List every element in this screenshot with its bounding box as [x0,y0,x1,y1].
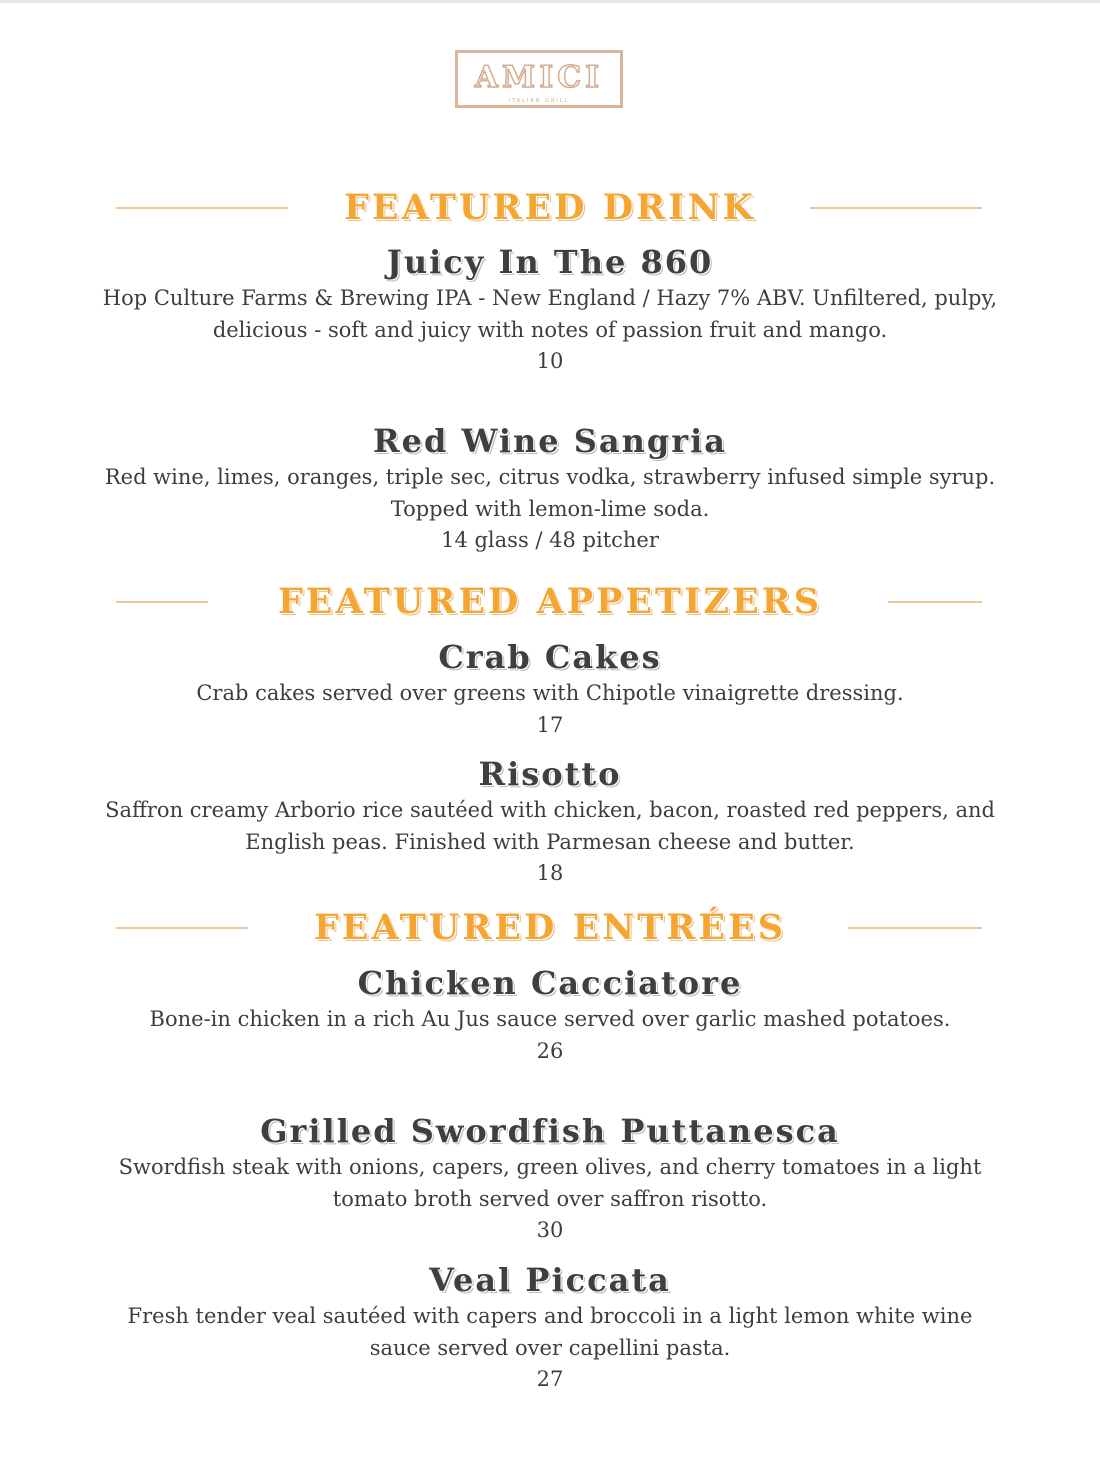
menu-item-name: Risotto [478,755,622,793]
menu-item-price: 14 glass / 48 pitcher [441,528,659,552]
menu-item-name: Red Wine Sangria [373,422,727,460]
menu-item-name: Grilled Swordfish Puttanesca [260,1112,840,1150]
menu-item-price: 17 [536,712,564,737]
menu-item-grilled-swordfish-puttanesca [100,1113,1000,1247]
menu-item-description: Crab cakes served over greens with Chipotle vinaigrette dressing. [196,681,904,705]
menu-item-description: Fresh tender veal sautéed with capers and broccoli in a light lemon white wine sauce served over capellini pasta. [127,1304,973,1360]
section-title: FEATURED DRINK [344,187,756,228]
menu-item-price: 10 [536,349,564,373]
restaurant-logo [455,50,623,108]
menu-item-name: Veal Piccata [429,1261,671,1299]
menu-item-description: Hop Culture Farms & Brewing IPA - New England / Hazy 7% ABV. Unfiltered, pulpy, delicious - soft and juicy with notes of passion fruit and mango. [102,286,998,342]
menu-item-name: Chicken Cacciatore [357,964,743,1002]
menu-item-description: Swordfish steak with onions, capers, green olives, and cherry tomatoes in a light tomato broth served over saffron risotto. [118,1155,982,1211]
menu-item-price: 27 [536,1367,564,1391]
section-header-entrees [0,906,1100,950]
menu-item-description: Red wine, limes, oranges, triple sec, citrus vodka, strawberry infused simple syrup. Topped with lemon-lime soda. [104,465,996,521]
menu-item-description: Saffron creamy Arborio rice sautéed with chicken, bacon, roasted red peppers, and English peas. Finished with Parmesan cheese and butter. [105,798,995,854]
menu-item-price: 18 [536,861,564,885]
menu-item-red-wine-sangria [100,423,1000,557]
section-title: FEATURED ENTRÉES [313,907,787,948]
menu-item-price: 26 [536,1038,564,1063]
section-header-appetizers [0,580,1100,624]
section-rule-right [810,207,982,209]
logo-wordmark: AMICI [474,60,604,95]
top-edge-divider [0,0,1100,3]
menu-item-veal-piccata [100,1262,1000,1396]
section-header-drink [0,186,1100,230]
menu-item-price: 30 [536,1218,564,1242]
section-title: FEATURED APPETIZERS [277,581,823,622]
menu-item-risotto [100,756,1000,890]
menu-item-chicken-cacciatore [100,965,1000,1067]
menu-item-juicy-in-the-860 [100,244,1000,378]
logo-tagline: ITALIAN GRILL [508,98,570,104]
menu-item-crab-cakes [100,639,1000,741]
menu-item-name: Crab Cakes [438,638,662,676]
menu-item-description: Bone-in chicken in a rich Au Jus sauce served over garlic mashed potatoes. [149,1007,951,1031]
section-rule-right [888,601,982,603]
menu-item-name: Juicy In The 860 [386,243,714,281]
section-rule-right [848,927,982,929]
